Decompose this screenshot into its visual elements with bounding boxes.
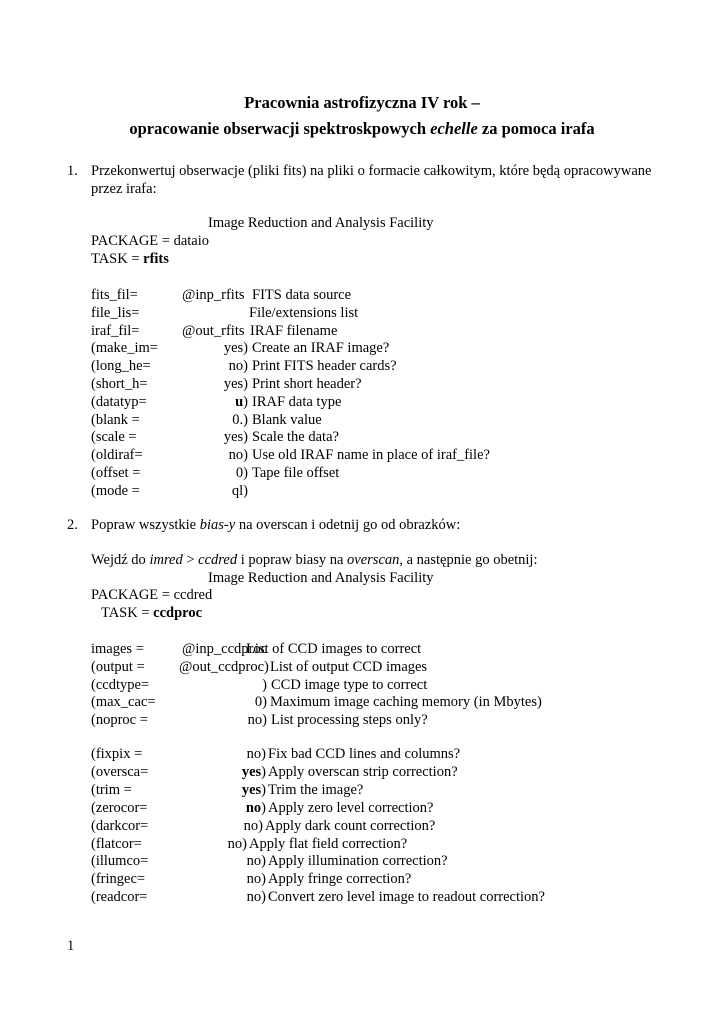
- title-emphasis: echelle: [430, 119, 478, 138]
- instr-text-3: , a następnie go obetnij:: [399, 552, 538, 568]
- param-value-rest: ): [261, 799, 266, 816]
- param-value: no): [247, 712, 267, 729]
- param-description: Print short header?: [252, 376, 362, 392]
- param-name: fits_fil=: [91, 287, 138, 303]
- param-description: Maximum image caching memory (in Mbytes): [270, 694, 542, 711]
- package-line: PACKAGE = dataio: [91, 233, 210, 249]
- param-value-bold: u: [235, 393, 244, 410]
- param-description: Convert zero level image to readout correction?: [268, 889, 545, 906]
- param-name: (short_h=: [91, 376, 148, 392]
- param-description: Apply zero level correction?: [268, 799, 434, 816]
- title-text-end: za pomoca irafa: [477, 119, 595, 138]
- param-name: (noproc =: [91, 712, 148, 729]
- task-line: [91, 251, 169, 268]
- param-name: (scale =: [91, 429, 137, 446]
- facility-header: Image Reduction and Analysis Facility: [208, 215, 434, 231]
- section-1-text-line-1: Przekonwertuj obserwacje (pliki fits) na pliki o formacie całkowitym, które będą opracowywane: [91, 163, 652, 179]
- param-value: no): [227, 835, 247, 852]
- param-value-bold: yes: [241, 781, 262, 798]
- param-name: (fringec=: [91, 871, 146, 888]
- param-name: (mode =: [91, 482, 140, 499]
- param-name: images =: [91, 641, 144, 657]
- param-value-bold: no: [245, 799, 262, 816]
- param-value: [242, 764, 266, 781]
- param-value: no): [246, 889, 266, 906]
- param-name: (offset =: [91, 465, 141, 481]
- instr-text-1: Wejdź do: [91, 552, 150, 568]
- param-description: List processing steps only?: [271, 712, 428, 729]
- param-name: (fixpix =: [91, 746, 143, 762]
- section-1-number: 1.: [67, 163, 78, 179]
- param-name: (long_he=: [91, 358, 151, 375]
- param-value: @inp_ccdproc: [182, 641, 268, 657]
- param-description: Use old IRAF name in place of iraf_file?: [252, 447, 490, 464]
- param-name: (max_cac=: [91, 694, 156, 711]
- param-name: (blank =: [91, 411, 140, 428]
- param-value: no): [228, 358, 248, 375]
- section-2-text: [91, 517, 460, 534]
- param-description: Apply overscan strip correction?: [268, 763, 458, 780]
- section-2-text-em: bias-y: [199, 517, 236, 533]
- instr-overscan: overscan: [347, 552, 400, 568]
- param-name: (datatyp=: [91, 393, 147, 410]
- param-description: Blank value: [252, 411, 322, 428]
- param-name: iraf_fil=: [91, 322, 140, 339]
- param-name: (oldiraf=: [91, 447, 143, 464]
- param-value: ): [262, 676, 267, 693]
- task-name: rfits: [143, 251, 169, 267]
- param-description: Print FITS header cards?: [252, 358, 397, 375]
- param-description: Create an IRAF image?: [252, 340, 390, 357]
- param-name: (zerocor=: [91, 799, 148, 816]
- param-value: [235, 394, 248, 411]
- param-value: no): [246, 871, 266, 888]
- param-value: no): [228, 447, 248, 464]
- param-value: @out_ccdproc): [179, 658, 269, 675]
- param-name: (flatcor=: [91, 835, 142, 852]
- param-value: 0): [235, 465, 248, 481]
- param-name: (oversca=: [91, 763, 149, 780]
- facility-header-2: Image Reduction and Analysis Facility: [208, 570, 434, 586]
- param-name: (darkcor=: [91, 817, 149, 834]
- instr-text-2: i popraw biasy na: [237, 552, 348, 568]
- title-line-1: Pracownia astrofizyczna IV rok –: [244, 93, 480, 112]
- param-name: (output =: [91, 658, 145, 675]
- instr-ccdred: ccdred: [198, 552, 238, 568]
- param-description: Fix bad CCD lines and columns?: [268, 746, 461, 762]
- param-description: List of CCD images to correct: [246, 641, 422, 657]
- param-description: IRAF data type: [252, 393, 342, 410]
- param-description: Apply dark count correction?: [265, 817, 436, 834]
- param-value: yes): [223, 429, 248, 446]
- param-value: @inp_rfits: [182, 287, 245, 303]
- section-2-instruction: [91, 552, 538, 569]
- section-2-text-pre: Popraw wszystkie: [91, 517, 200, 533]
- param-value: no): [246, 853, 266, 870]
- param-description: List of output CCD images: [270, 658, 428, 675]
- param-name: (illumco=: [91, 853, 149, 870]
- param-value: 0): [254, 694, 267, 711]
- section-2-number: 2.: [67, 517, 78, 533]
- param-description: Trim the image?: [268, 781, 364, 798]
- section-2-text-post: na overscan i odetnij go od obrazków:: [235, 517, 461, 533]
- param-description: IRAF filename: [250, 322, 338, 339]
- param-value: no): [246, 746, 266, 762]
- param-name: (trim =: [91, 781, 132, 798]
- param-description: Apply fringe correction?: [268, 871, 412, 888]
- param-description: CCD image type to correct: [271, 676, 428, 693]
- param-value: yes): [223, 340, 248, 357]
- param-description: Scale the data?: [252, 429, 339, 446]
- param-description: Tape file offset: [252, 465, 340, 481]
- param-description: Apply illumination correction?: [268, 853, 448, 870]
- page-number: 1: [67, 938, 75, 954]
- task-line-2: [101, 605, 202, 622]
- param-value: 0.): [232, 411, 248, 428]
- task-label: TASK =: [91, 251, 144, 267]
- param-name: file_lis=: [91, 304, 140, 321]
- param-value-rest: ): [261, 763, 266, 780]
- param-description: Apply flat field correction?: [249, 835, 408, 852]
- param-value-rest: ): [243, 393, 248, 410]
- param-description: File/extensions list: [249, 304, 359, 321]
- param-description: FITS data source: [252, 287, 352, 303]
- instr-gt: >: [182, 552, 199, 568]
- param-value: yes): [223, 376, 248, 392]
- title-line-2: [0, 119, 724, 139]
- section-1-text-line-2: przez irafa:: [91, 181, 157, 197]
- param-name: (ccdtype=: [91, 676, 150, 693]
- param-value: @out_rfits: [182, 322, 245, 339]
- task-name-2: ccdproc: [153, 605, 203, 621]
- package-line-2: PACKAGE = ccdred: [91, 587, 213, 603]
- param-value-rest: ): [261, 781, 266, 798]
- param-name: (readcor=: [91, 889, 148, 906]
- instr-imred: imred: [149, 552, 183, 568]
- param-value: no): [243, 817, 263, 834]
- title-text: opracowanie obserwacji spektroskpowych: [129, 119, 431, 138]
- param-value: [246, 800, 266, 817]
- param-name: (make_im=: [91, 340, 158, 357]
- param-value: ql): [231, 482, 248, 499]
- task-label-2: TASK =: [101, 605, 154, 621]
- param-value-bold: yes: [241, 763, 262, 780]
- param-value: [242, 782, 266, 799]
